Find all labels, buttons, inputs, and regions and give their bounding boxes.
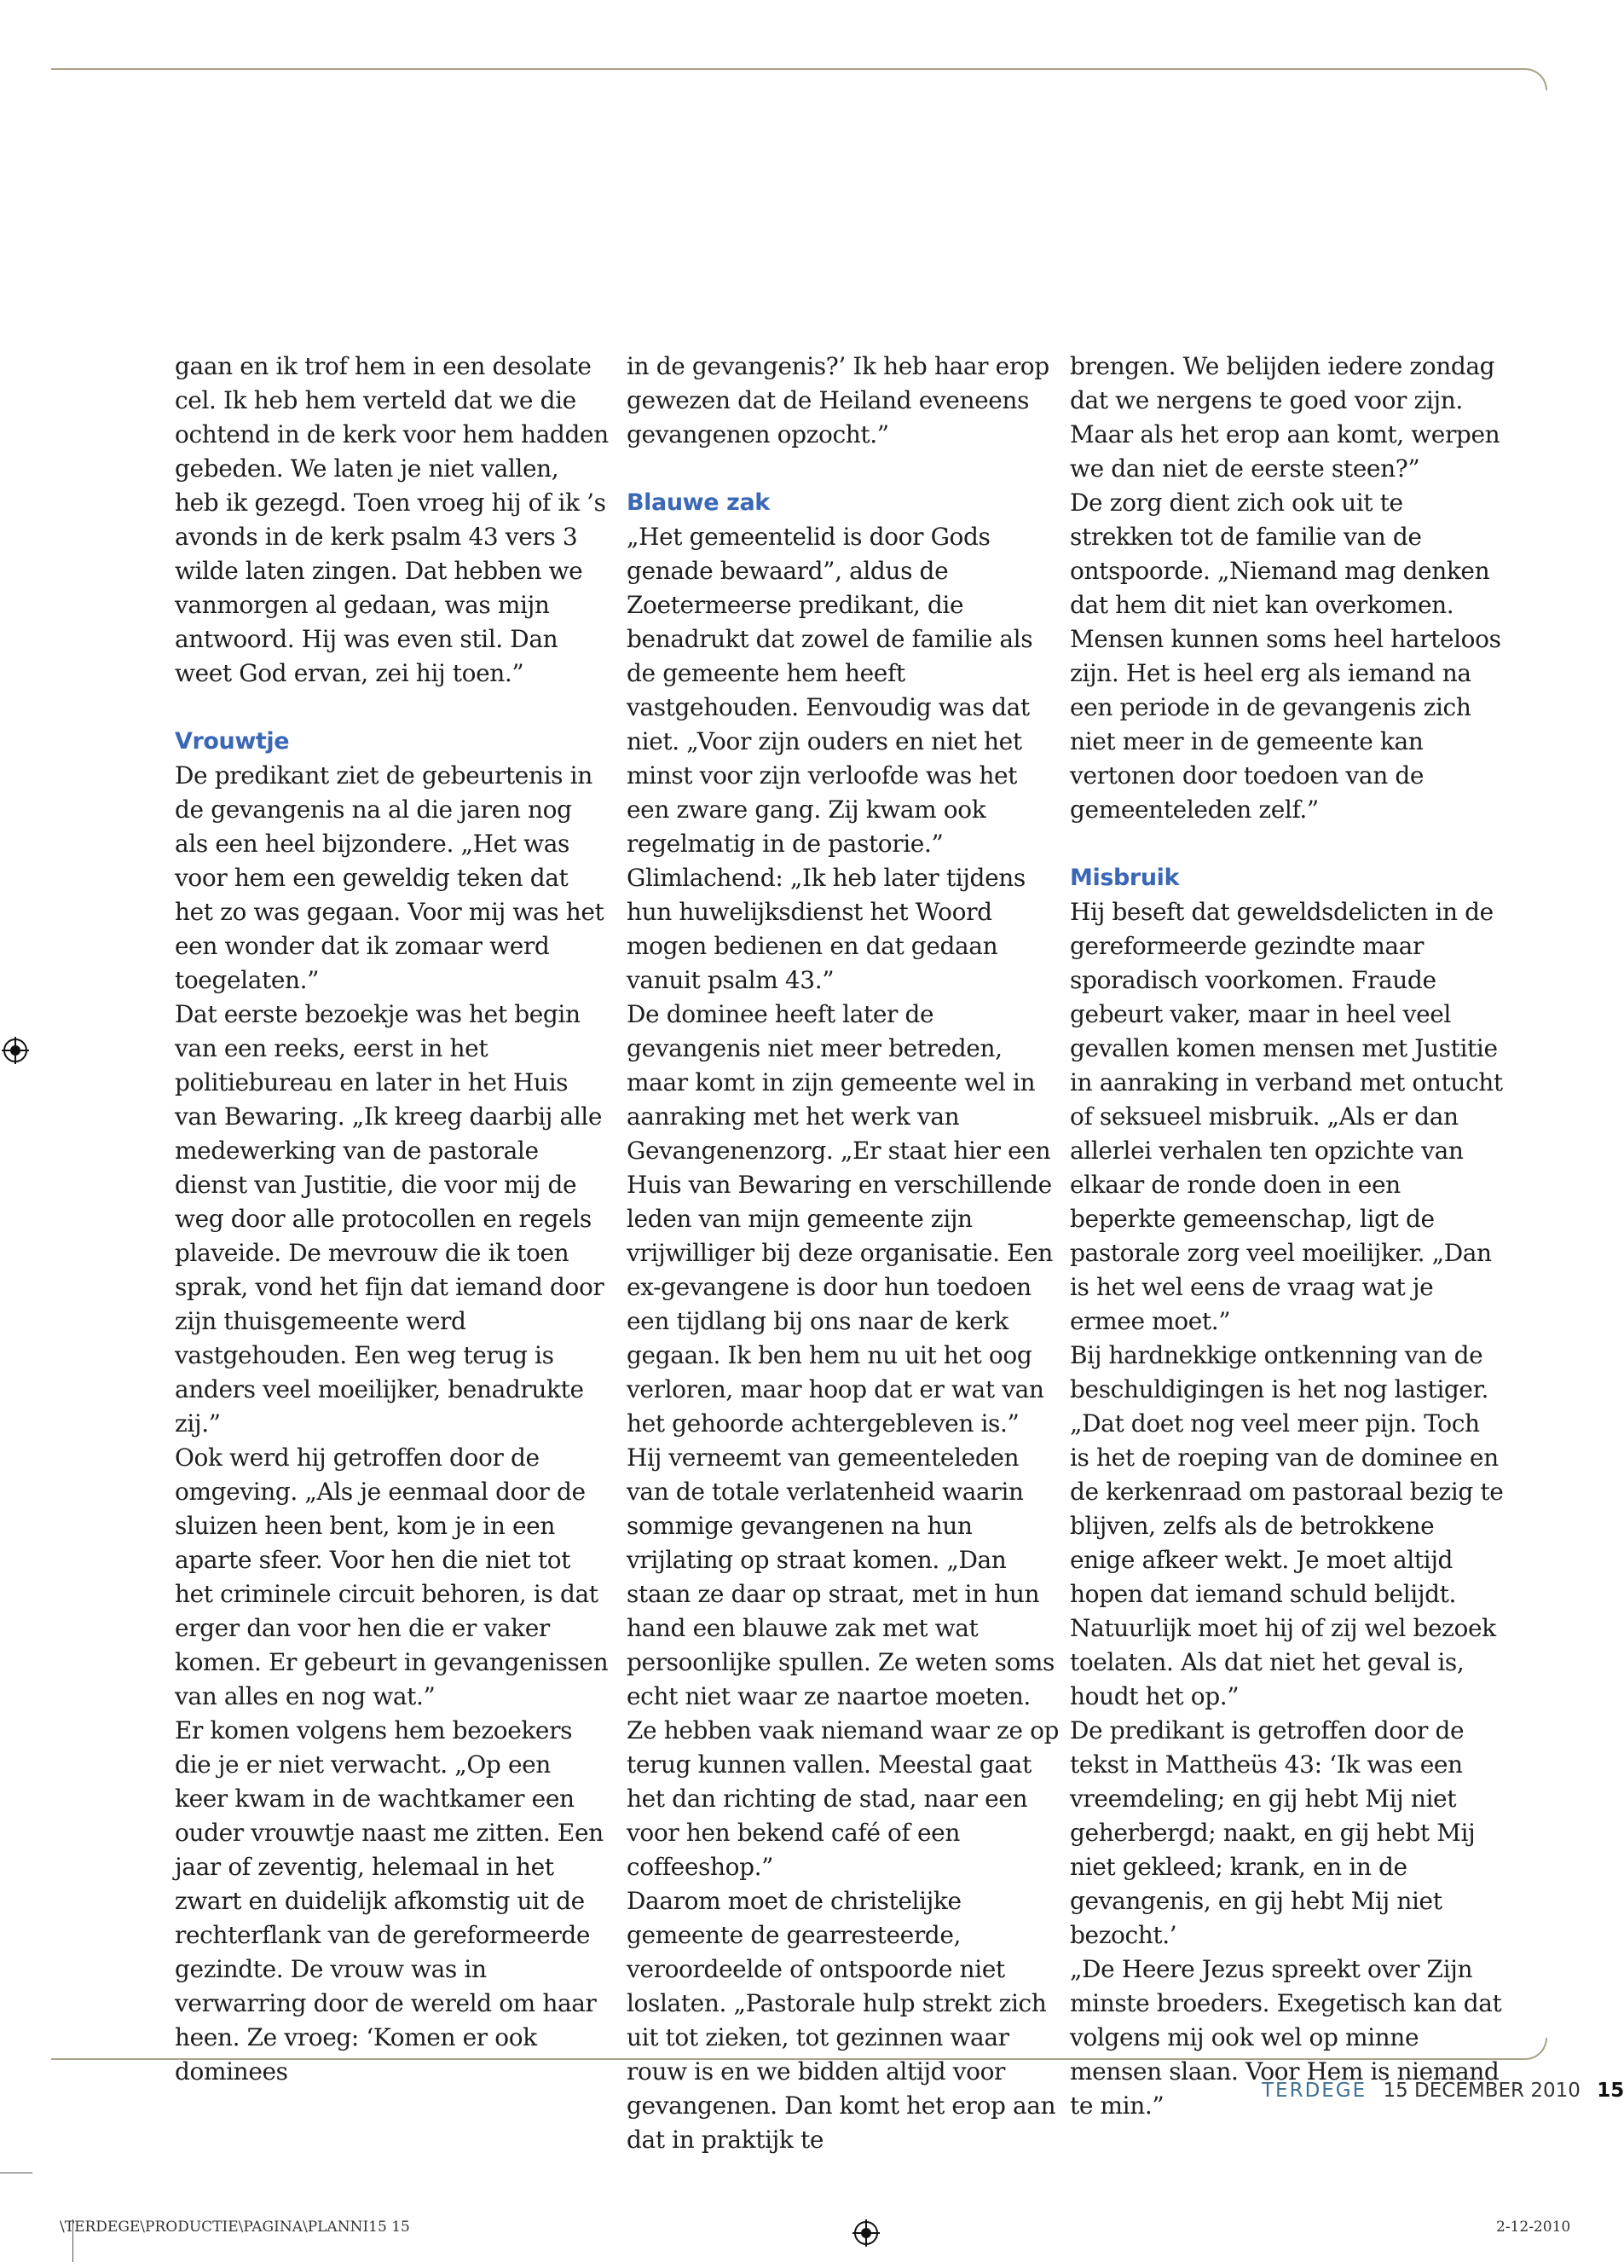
article-column-2	[627, 350, 1061, 2157]
article-paragraph: De dominee heeft later de gevangenis niet meer betreden, maar komt in zijn gemeente wel in aanraking met het werk van Gevangenenzorg. „Er staat hier een Huis van Bewaring en verschillende leden van mijn gemeente zijn vrijwilliger bij deze organisatie. Een ex-gevangene is door hun toedoen een tijdlang bij ons naar de kerk gegaan. Ik ben hem nu uit het oog verloren, maar hoop dat er wat van het gehoorde achtergebleven is.”	[627, 1000, 1053, 1438]
magazine-name: TERDEGE	[1262, 2080, 1367, 2102]
article-paragraph: Daarom moet de christelijke gemeente de gearresteerde, veroordeelde of ontspoorde niet loslaten. „Pastorale hulp strekt zich uit tot zieken, tot gezinnen waar rouw is en we bidden altijd voor gevangenen. Dan komt het erop aan dat in praktijk te	[627, 1887, 1056, 2154]
section-heading: Misbruik	[1070, 865, 1180, 891]
print-slug-date: 2-12-2010	[1496, 2219, 1571, 2236]
article-paragraph: Bij hardnekkige ontkenning van de beschuldigingen is het nog lastiger. „Dat doet nog veel meer pijn. Toch is het de roeping van de dominee en de kerkenraad om pastoraal bezig te blijven, zelfs als de betrokkene enige afkeer wekt. Je moet altijd hopen dat iemand schuld belijdt. Natuurlijk moet hij of zij wel bezoek toelaten. Als dat niet het geval is, houdt het op.”	[1070, 1341, 1504, 1710]
article-paragraph: Hij verneemt van gemeenteleden van de totale verlatenheid waarin sommige gevangenen na hun vrijlating op straat komen. „Dan staan ze daar op straat, met in hun hand een blauwe zak met wat persoonlijke spullen. Ze weten soms echt niet waar ze naartoe moeten. Ze hebben vaak niemand waar ze op terug kunnen vallen. Meestal gaat het dan richting de stad, naar een voor hen bekend café of een coffeeshop.”	[627, 1444, 1060, 1881]
article-paragraph: De predikant is getroffen door de tekst in Mattheüs 43: ‘Ik was een vreemdeling; en gij hebt Mij niet geherbergd; naakt, en gij hebt Mij niet gekleed; krank, en in de gevangenis, en gij hebt Mij niet bezocht.’	[1070, 1716, 1476, 1949]
article-column-3	[1070, 350, 1505, 2123]
article-paragraph: in de gevangenis?’ Ik heb haar erop gewezen dat de Heiland eveneens gevangenen opzocht.”	[627, 352, 1049, 448]
article-paragraph: „Het gemeentelid is door Gods genade bewaard”, aldus de Zoetermeerse predikant, die benadrukt dat zowel de familie als de gemeente hem heeft vastgehouden. Eenvoudig was dat niet. „Voor zijn ouders en niet het minst voor zijn verloofde was het een zware gang. Zij kwam ook regelmatig in de pastorie.” Glimlachend: „Ik heb later tijdens hun huwelijksdienst het Woord mogen bedienen en dat gedaan vanuit psalm 43.”	[627, 523, 1033, 994]
section-heading: Blauwe zak	[627, 489, 770, 516]
article-paragraph: „De Heere Jezus spreekt over Zijn minste broeders. Exegetisch kan dat volgens mij ook wel op minne mensen slaan. Voor Hem is niemand te min.”	[1070, 1955, 1502, 2120]
page-number: 15	[1597, 2080, 1624, 2102]
page-trim-top	[51, 68, 1547, 90]
article-paragraph: De zorg dient zich ook uit te strekken tot de familie van de ontspoorde. „Niemand mag denken dat hem dit niet kan overkomen. Mensen kunnen soms heel harteloos zijn. Het is heel erg als iemand na een periode in de gevangenis zich niet meer in de gemeente kan vertonen door toedoen van de gemeenteleden zelf.”	[1070, 489, 1501, 824]
article-paragraph: Er komen volgens hem bezoekers die je er niet verwacht. „Op een keer kwam in de wachtkamer een ouder vrouwtje naast me zitten. Een jaar of zeventig, helemaal in het zwart en duidelijk afkomstig uit de rechterflank van de gereformeerde gezindte. De vrouw was in verwarring door de wereld om haar heen. Ze vroeg: ‘Komen er ook dominees	[175, 1716, 604, 2086]
article-paragraph: De predikant ziet de gebeurtenis in de gevangenis na al die jaren nog als een heel bijzondere. „Het was voor hem een geweldig teken dat het zo was gegaan. Voor mij was het een wonder dat ik zomaar werd toegelaten.”	[175, 761, 604, 994]
registration-mark-icon	[2, 1037, 29, 1064]
article-paragraph: Hij beseft dat geweldsdelicten in de gereformeerde gezindte maar sporadisch voorkomen. Fraude gebeurt vaker, maar in heel veel gevallen komen mensen met Justitie in aanraking in verband met ontucht of seksueel misbruik. „Als er dan allerlei verhalen ten opzichte van elkaar de ronde doen in een beperkte gemeenschap, ligt de pastorale zorg veel moeilijker. „Dan is het wel eens de vraag wat je ermee moet.”	[1070, 898, 1503, 1335]
print-slug-path: \TERDEGE\PRODUCTIE\PAGINA\PLANNI15 15	[60, 2219, 410, 2236]
article-paragraph: gaan en ik trof hem in een desolate cel. Ik heb hem verteld dat we die ochtend in de kerk voor hem hadden gebeden. We laten je niet vallen, heb ik gezegd. Toen vroeg hij of ik ’s avonds in de kerk psalm 43 vers 3 wilde laten zingen. Dat hebben we vanmorgen al gedaan, was mijn antwoord. Hij was even stil. Dan weet God ervan, zei hij toen.”	[175, 352, 609, 687]
issue-date: 15 DECEMBER 2010	[1383, 2080, 1581, 2102]
page-folio	[1262, 2078, 1624, 2103]
article-paragraph: Ook werd hij getroffen door de omgeving. „Als je eenmaal door de sluizen heen bent, kom je in een aparte sfeer. Voor hen die niet tot het criminele circuit behoren, is dat erger dan voor hen die er vaker komen. Er gebeurt in gevangenissen van alles en nog wat.”	[175, 1444, 609, 1710]
article-column-1	[175, 350, 610, 2089]
article-paragraph: Dat eerste bezoekje was het begin van een reeks, eerst in het politiebureau en later in het Huis van Bewaring. „Ik kreeg daarbij alle medewerking van de pastorale dienst van Justitie, die voor mij de weg door alle protocollen en regels plaveide. De mevrouw die ik toen sprak, vond het fijn dat iemand door zijn thuisgemeente werd vastgehouden. Een weg terug is anders veel moeilijker, benadrukte zij.”	[175, 1000, 604, 1438]
article-paragraph: brengen. We belijden iedere zondag dat we nergens te goed voor zijn. Maar als het erop aan komt, werpen we dan niet de eerste steen?”	[1070, 352, 1500, 483]
registration-mark-icon	[852, 2219, 880, 2247]
section-heading: Vrouwtje	[175, 728, 290, 755]
